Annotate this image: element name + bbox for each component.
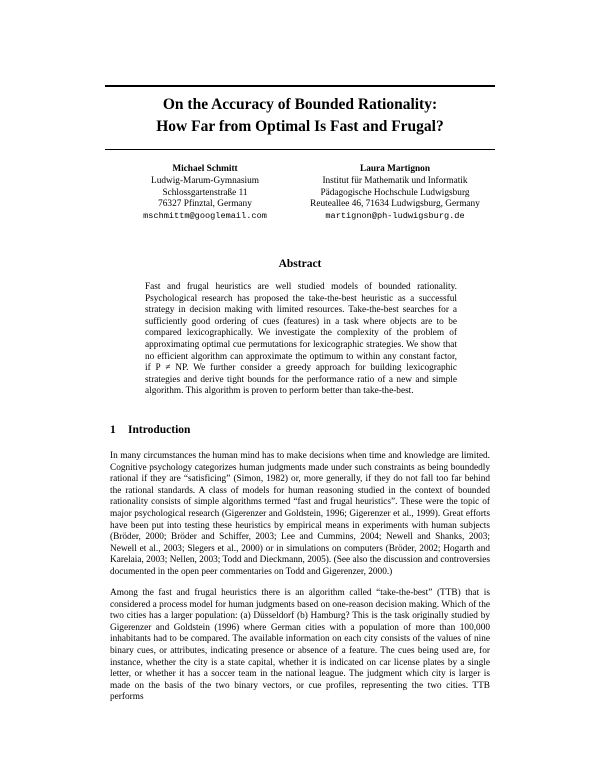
author-affiliation-line: Ludwig-Marum-Gymnasium [151, 175, 259, 186]
title-top-rule [105, 85, 495, 87]
title-line-1: On the Accuracy of Bounded Rationality: [162, 96, 438, 113]
abstract-heading: Abstract [278, 258, 322, 270]
section-heading [110, 424, 190, 436]
paper-title [90, 94, 510, 138]
body-paragraph: In many circumstances the human mind has to make decisions when time and knowledge are limited. Cognitive psychology categorizes human judgments made under such constraints as being boundedly rational if they are “satisficing” (Simon, 1982) or, more generally, if they do not fall too far behind the rational standards. A class of models for human reasoning studied in the context of bounded rationality consists of simple algorithms termed “fast and frugal heuristics”. These were the topic of major psychological research (Gigerenzer and Goldstein, 1996; Gigerenzer et al., 1999). Great efforts have been put into testing these heuristics by empirical means in experiments with human subjects (Bröder, 2000; Bröder and Schiffer, 2003; Lee and Cummins, 2004; Newell and Shanks, 2003; Newell et al., 2003; Slegers et al., 2000) or in simulations on computers (Bröder, 2002; Hogarth and Karelaia, 2003; Nellen, 2003; Todd and Dieckmann, 2005). (See also the discussion and controversies documented in the open peer commentaries on Todd and Gigerenzer, 2000.) [110, 451, 490, 577]
author-affiliation-line: Pädagogische Hochschule Ludwigsburg [320, 187, 470, 198]
author-affiliation-line: Schlossgartenstraße 11 [162, 187, 248, 198]
section-title: Introduction [128, 424, 191, 436]
title-line-2: How Far from Optimal Is Fast and Frugal? [156, 118, 444, 135]
author-affiliation-line: Reuteallee 46, 71634 Ludwigsburg, Germany [310, 199, 480, 210]
author-name: Laura Martignon [360, 164, 430, 174]
abstract-text: Fast and frugal heuristics are well studied models of bounded rationality. Psychological research has proposed the take-the-best heuristic as a successful strategy in decision making with limited resources. Take-the-best searches for a sufficiently good ordering of cues (features) in a task where objects are to be compared lexicographically. We investigate the complexity of the problem of approximating optimal cue permutations for lexicographic strategies. We show that no efficient algorithm can approximate the optimum to within any constant factor, if P ≠ NP. We further consider a greedy approach for building lexicographic strategies and derive tight bounds for the performance ratio of a new and simple algorithm. This algorithm is proven to perform better than take-the-best. [145, 282, 457, 397]
body-paragraph: Among the fast and frugal heuristics there is an algorithm called “take-the-best” (TTB) that is considered a process model for human judgments based on one-reason decision making. Which of the two cities has a larger population: (a) Düsseldorf (b) Hamburg? This is the task originally studied by Gigerenzer and Goldstein (1996) where German cities with a population of more than 100,000 inhabitants had to be compared. The available information on each city consists of the values of nine binary cues, or attributes, indicating presence or absence of a feature. The cues being used are, for instance, whether the city is a state capital, whether it is indicated on car license plates by a single letter, or whether it has a soccer team in the national league. The judgment which city is larger is made on the basis of the two binary vectors, or cue profiles, representing the two cities. TTB performs [110, 588, 490, 703]
section-number: 1 [110, 424, 116, 436]
author-name: Michael Schmitt [172, 164, 238, 174]
author-block-2 [280, 164, 510, 223]
author-email: mschmittm@googlemail.com [143, 211, 267, 222]
author-block-1 [110, 164, 300, 223]
author-affiliation-line: Institut für Mathematik und Informatik [322, 175, 468, 186]
author-email: martignon@ph-ludwigsburg.de [325, 211, 465, 222]
author-affiliation-line: 76327 Pfinztal, Germany [158, 199, 252, 210]
title-bottom-rule [105, 149, 495, 150]
